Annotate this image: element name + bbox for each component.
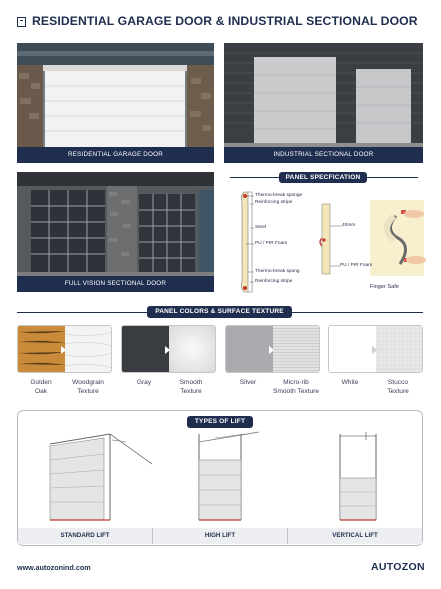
swatch-white	[328, 325, 423, 373]
panel-spec-heading: PANEL SPECFICATION	[279, 172, 367, 183]
spec-label-foam-left: PU / PIR Foam	[255, 241, 288, 246]
spec-label-steel: Steel	[255, 225, 266, 230]
brand-logo: AUTOZON	[371, 561, 425, 573]
spec-label-stripe-top: Reinforcing stripe	[255, 200, 293, 205]
photo-caption: INDUSTRIAL SECTIONAL DOOR	[224, 147, 423, 163]
texture-sample	[376, 326, 423, 372]
color-label-golden-oak: Golden Oak	[30, 379, 52, 395]
color-label-gray: Gray	[136, 379, 152, 386]
arrow-right-icon	[165, 346, 170, 354]
spec-label-foam-right: PU / PIR Foam	[340, 263, 373, 268]
spec-label-thickness: 40mm	[342, 223, 356, 228]
spec-label-stripe-bottom: Reinforcing stripe	[255, 279, 293, 284]
photo-caption: FULL VISION SECTIONAL DOOR	[17, 276, 214, 292]
vertical-lift-diagram	[330, 430, 390, 525]
footer-website-link[interactable]: www.autozonind.com	[17, 563, 91, 572]
color-label-silver: Silver	[239, 379, 257, 386]
swatch-silver	[225, 325, 320, 373]
texture-label-smooth: Smooth Texture	[179, 379, 203, 395]
texture-sample	[169, 326, 216, 372]
arrow-right-icon	[61, 346, 66, 354]
spec-label-finger-safe: Finger Safe	[370, 284, 399, 290]
high-lift-diagram	[185, 430, 265, 525]
texture-sample	[273, 326, 320, 372]
page-title: RESIDENTIAL GARAGE DOOR & INDUSTRIAL SECTIONAL DOOR	[32, 14, 418, 28]
lift-label-standard: STANDARD LIFT	[18, 528, 152, 544]
texture-label-woodgrain: Woodgrain Texture	[72, 379, 104, 395]
spec-label-sponge-top: Thermo-break sponge	[255, 193, 303, 198]
industrial-sectional-door-photo	[224, 43, 423, 163]
color-sample	[18, 326, 65, 372]
swatch-gray	[121, 325, 216, 373]
texture-label-micro-rib: Micro-rib Smooth Texture	[272, 379, 320, 395]
swatch-golden-oak	[17, 325, 112, 373]
texture-label-stucco: Stucco Texture	[387, 379, 409, 395]
arrow-right-icon	[269, 346, 274, 354]
standard-lift-diagram	[40, 430, 155, 525]
document-icon	[17, 17, 26, 27]
color-sample	[329, 326, 376, 372]
lift-label-high: HIGH LIFT	[153, 528, 287, 544]
lift-label-vertical: VERTICAL LIFT	[288, 528, 422, 544]
color-sample	[226, 326, 273, 372]
full-vision-sectional-door-photo	[17, 172, 214, 292]
spec-label-sponge-bottom: Thermo-break spong	[255, 269, 300, 274]
panel-colors-heading: PANEL COLORS & SURFACE TEXTURE	[147, 306, 292, 318]
color-label-white: White	[341, 379, 359, 386]
residential-garage-door-photo	[17, 43, 214, 163]
arrow-right-icon	[372, 346, 377, 354]
color-sample	[122, 326, 169, 372]
types-of-lift-heading: TYPES OF LIFT	[187, 416, 253, 428]
photo-caption: RESIDENTIAL GARAGE DOOR	[17, 147, 214, 163]
texture-sample	[65, 326, 112, 372]
